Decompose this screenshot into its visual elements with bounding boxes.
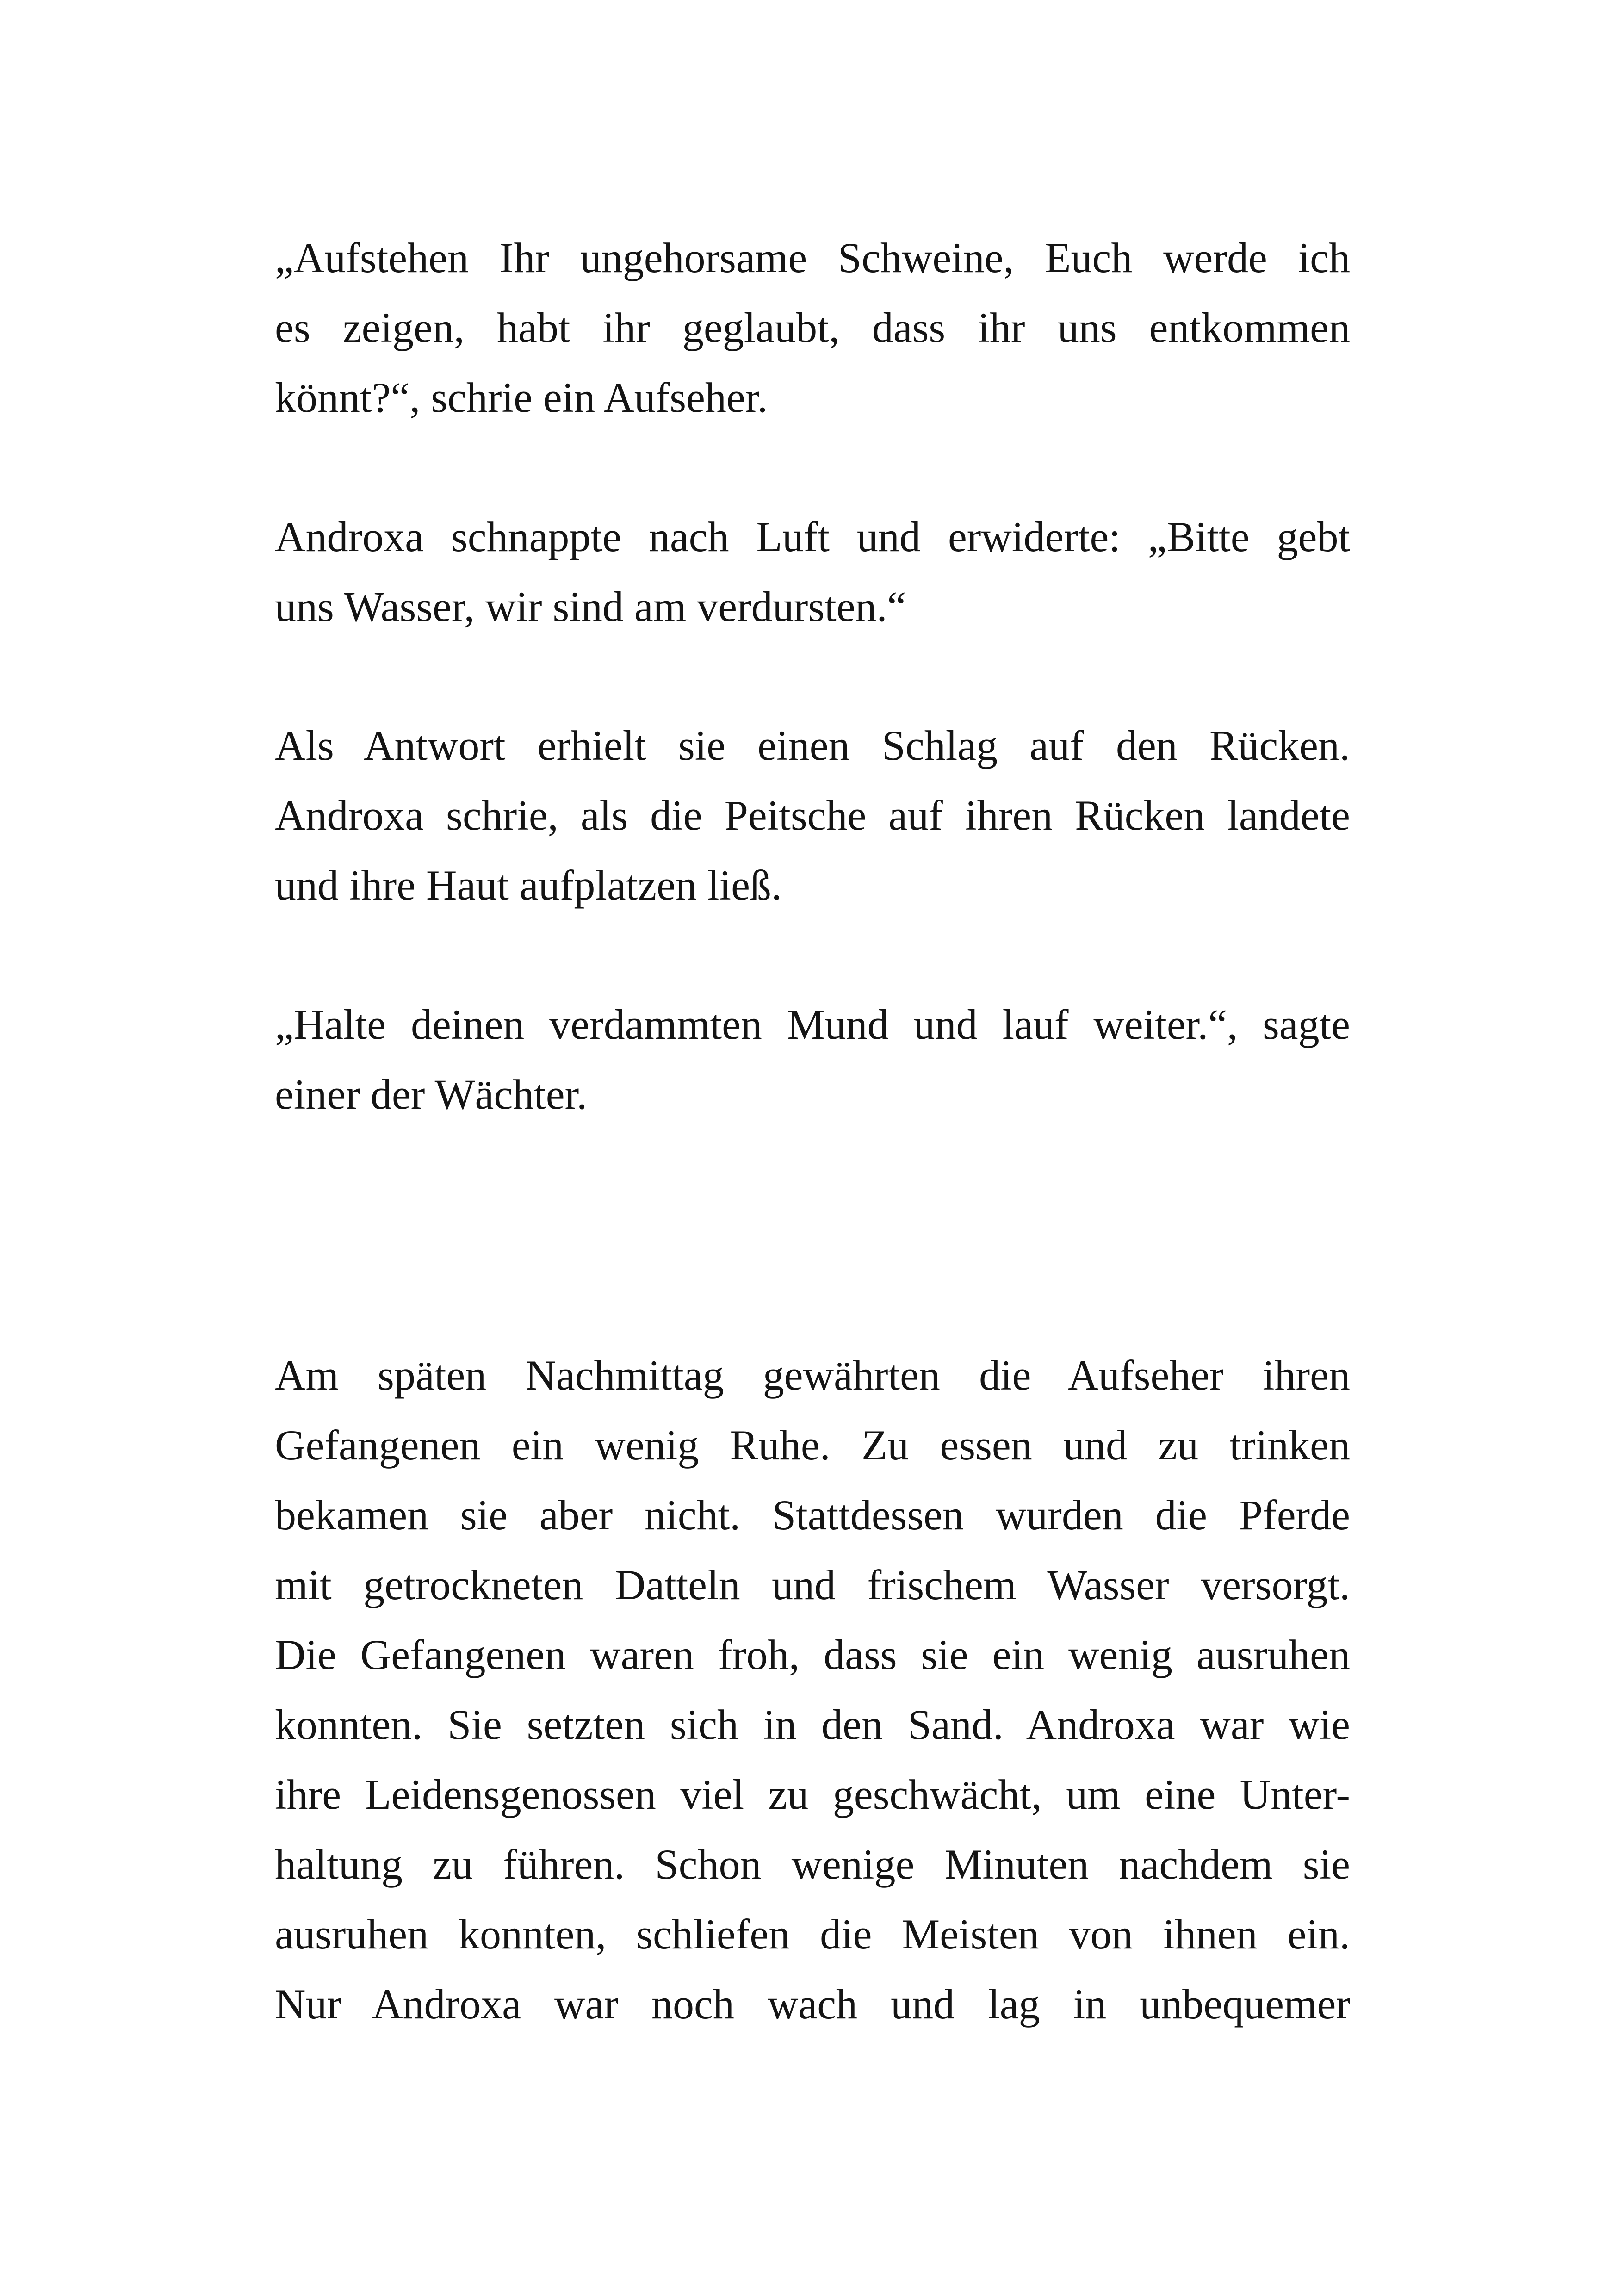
paragraph-line: Die Gefangenen waren froh, dass sie ein wenig ausruhen bbox=[275, 1631, 1350, 1678]
paragraph-line: es zeigen, habt ihr geglaubt, dass ihr uns entkommen bbox=[275, 304, 1350, 351]
paragraph-line: Gefangenen ein wenig Ruhe. Zu essen und zu trinken bbox=[275, 1421, 1350, 1469]
paragraph-line: Am späten Nachmittag gewährten die Aufseher ihren bbox=[275, 1352, 1350, 1399]
paragraph-2 bbox=[275, 502, 1350, 642]
paragraph-line: uns Wasser, wir sind am verdursten.“ bbox=[275, 583, 906, 630]
paragraph-3 bbox=[275, 711, 1350, 920]
paragraph-line: konnten. Sie setzten sich in den Sand. Androxa war wie bbox=[275, 1701, 1350, 1748]
paragraph-5 bbox=[275, 1340, 1350, 2039]
paragraph-line: „Halte deinen verdammten Mund und lauf weiter.“, sagte bbox=[275, 1001, 1350, 1048]
paragraph-line: „Aufstehen Ihr ungehorsame Schweine, Euch werde ich bbox=[275, 234, 1350, 281]
paragraph-line: bekamen sie aber nicht. Stattdessen wurden die Pferde bbox=[275, 1491, 1350, 1539]
paragraph-1 bbox=[275, 223, 1350, 433]
paragraph-line: Androxa schrie, als die Peitsche auf ihren Rücken landete bbox=[275, 792, 1350, 839]
paragraph-line: und ihre Haut aufplatzen ließ. bbox=[275, 862, 782, 909]
paragraph-4 bbox=[275, 990, 1350, 1129]
paragraph-line: haltung zu führen. Schon wenige Minuten nachdem sie bbox=[275, 1841, 1350, 1888]
paragraph-line: mit getrockneten Datteln und frischem Wasser versorgt. bbox=[275, 1561, 1350, 1608]
paragraph-line: einer der Wächter. bbox=[275, 1071, 588, 1118]
paragraph-line: ihre Leidensgenossen viel zu geschwächt, um eine Unter- bbox=[275, 1771, 1350, 1818]
paragraph-line: Als Antwort erhielt sie einen Schlag auf den Rücken. bbox=[275, 722, 1350, 769]
paragraph-line: könnt?“, schrie ein Aufseher. bbox=[275, 374, 768, 421]
paragraph-line: ausruhen konnten, schliefen die Meisten von ihnen ein. bbox=[275, 1911, 1350, 1958]
paragraph-line: Androxa schnappte nach Luft und erwiderte: „Bitte gebt bbox=[275, 513, 1350, 560]
paragraph-line: Nur Androxa war noch wach und lag in unbequemer bbox=[275, 1980, 1350, 2028]
